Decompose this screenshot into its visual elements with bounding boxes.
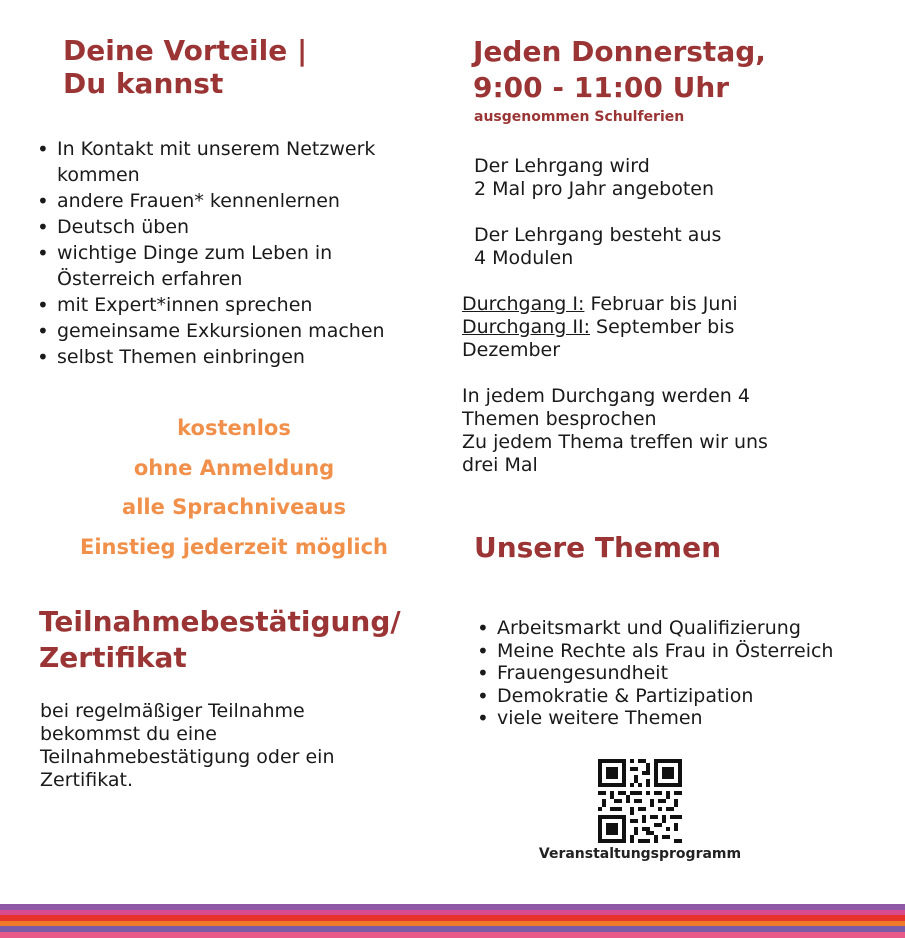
course-offer-line2: 2 Mal pro Jahr angeboten	[474, 178, 715, 200]
certificate-title	[39, 604, 401, 676]
topics-info-line3: Zu jedem Thema treffen wir uns	[462, 431, 768, 453]
certificate-title-line1: Teilnahmebestätigung/	[39, 605, 401, 638]
topics-info-line2: Themen besprochen	[462, 408, 657, 430]
course-modules	[474, 224, 721, 270]
highlight-free: kostenlos	[177, 416, 291, 440]
topics-info-line1: In jedem Durchgang werden 4	[462, 385, 750, 407]
list-item: • Frauengesundheit	[475, 662, 895, 685]
stripe-rose	[0, 932, 905, 938]
list-item: • Arbeitsmarkt und Qualifizierung	[475, 617, 895, 640]
list-item: • Meine Rechte als Frau in Österreich	[475, 640, 895, 663]
run1-row	[462, 293, 738, 316]
list-item: • mit Expert*innen sprechen	[35, 292, 435, 318]
qr-code-icon[interactable]	[598, 759, 682, 843]
certificate-title-line2: Zertifikat	[39, 641, 187, 674]
list-item: • Demokratie & Partizipation	[475, 685, 895, 708]
schedule-title	[473, 34, 766, 106]
list-item: • gemeinsame Exkursionen machen	[35, 318, 435, 344]
course-modules-line2: 4 Modulen	[474, 247, 574, 269]
run2-text-line2: Dezember	[462, 339, 561, 361]
run2-label: Durchgang II:	[462, 316, 591, 338]
decorative-stripes	[0, 904, 905, 938]
list-item: • viele weitere Themen	[475, 707, 895, 730]
themes-list	[475, 617, 895, 730]
list-item: • selbst Themen einbringen	[35, 344, 435, 370]
schedule-line2: 9:00 - 11:00 Uhr	[473, 71, 730, 104]
certificate-text: bei regelmäßiger Teilnahme bekommst du eine Teilnahmebestätigung oder ein Zertifikat.	[40, 700, 335, 791]
highlight-no-registration: ohne Anmeldung	[133, 456, 335, 480]
course-runs	[462, 293, 738, 362]
qr-caption: Veranstaltungsprogramm	[538, 846, 742, 862]
benefits-title-line1: Deine Vorteile |	[63, 34, 308, 67]
benefits-list	[35, 136, 435, 370]
themes-title: Unsere Themen	[474, 531, 721, 564]
run2-row	[462, 316, 738, 339]
list-item: • andere Frauen* kennenlernen	[35, 188, 435, 214]
course-modules-line1: Der Lehrgang besteht aus	[474, 224, 722, 246]
course-offer-line1: Der Lehrgang wird	[474, 155, 650, 177]
run2-text: September bis	[590, 316, 735, 338]
highlight-join-anytime: Einstieg jederzeit möglich	[79, 535, 389, 559]
schedule-line1: Jeden Donnerstag,	[473, 35, 766, 68]
topics-info-line4: drei Mal	[462, 454, 538, 476]
list-item: • In Kontakt mit unserem Netzwerk kommen	[35, 136, 435, 188]
run1-label: Durchgang I:	[462, 293, 585, 315]
highlight-all-levels: alle Sprachniveaus	[122, 495, 346, 519]
list-item: • wichtige Dinge zum Leben in Österreich erfahren	[35, 240, 435, 292]
list-item: • Deutsch üben	[35, 214, 435, 240]
benefits-title-line2: Du kannst	[63, 67, 224, 100]
benefits-title	[63, 34, 307, 100]
schedule-note: ausgenommen Schulferien	[474, 109, 685, 125]
topics-info	[462, 385, 768, 477]
course-offer	[474, 155, 714, 201]
run1-text: Februar bis Juni	[584, 293, 738, 315]
